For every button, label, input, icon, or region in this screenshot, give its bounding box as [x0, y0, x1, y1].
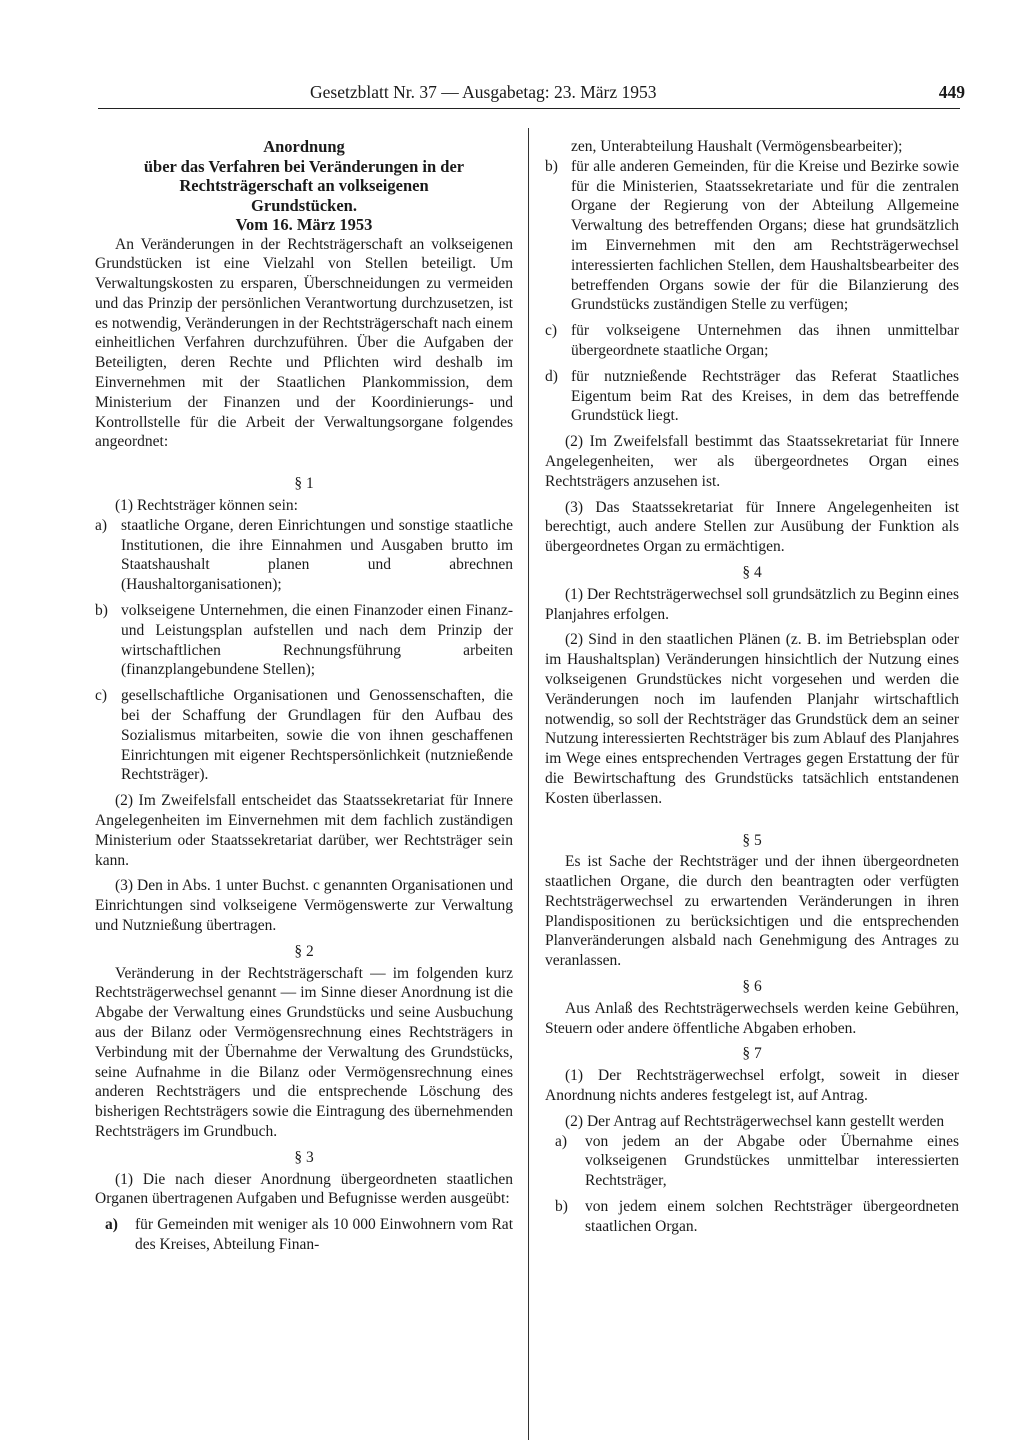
- s6-text: Aus Anlaß des Rechtsträgerwechsels werden keine Gebühren, Steuern oder andere öffentliche Abgaben erhoben.: [545, 999, 959, 1037]
- s2-text: Veränderung in der Rechtsträgerschaft — im folgenden kurz Rechtsträgerwechsel genannt — im Sinne dieser Anordnung ist die Abgabe der Verwaltung eines Grundstücks und seine Ausbuchung aus der Bilanz oder Vermögensrechnung eines Rechtsträgers in Verbindung mit der Übernahme der Verwaltung des Grundstücks, seine Aufnahme in die Bilanz oder Vermögensrechnung eines anderen Rechtsträgers und die entsprechende Löschung des bisherigen Rechtsträgers sowie die Eintragung des übernehmenden Rechtsträgers im Grundbuch.: [95, 964, 513, 1140]
- s1-paragraph-2: (2) Im Zweifelsfall entscheidet das Staatssekretariat für Innere Angelegenheiten im Einvernehmen mit dem fachlich zuständigen Ministerium oder Staatssekretariat darüber, wer Rechtsträger sein kann.: [95, 792, 513, 869]
- section-heading-3: § 3: [294, 1148, 314, 1166]
- item-text: von jedem an der Abgabe oder Übernahme eines volkseigenen Grundstückes unmittelbar interessierten Rechtsträger,: [585, 1132, 959, 1190]
- s3-item-a-continued: [545, 137, 959, 157]
- item-label: b): [545, 157, 558, 175]
- s4-paragraph-1: (1) Der Rechtsträgerwechsel soll grundsätzlich zu Beginn eines Planjahres erfolgen.: [545, 585, 959, 623]
- s1-paragraph-3: (3) Den in Abs. 1 unter Buchst. c genannten Organisationen und Einrichtungen sind volkseigene Vermögenswerte zur Verwaltung und Nutznießung übertragen.: [95, 877, 513, 934]
- column-divider: [528, 128, 529, 1440]
- s3-paragraph-2: (2) Im Zweifelsfall bestimmt das Staatssekretariat für Innere Angelegenheiten, wer als übergeordnetes Organ eines Rechtsträgers anzusehen ist.: [545, 433, 959, 490]
- section-heading-5: § 5: [742, 831, 762, 849]
- s7-item-a: [545, 1132, 959, 1191]
- s7-item-b: [545, 1197, 959, 1237]
- preamble: An Veränderungen in der Rechtsträgerschaft an volkseigenen Grundstücken ist eine Vielzahl von Stellen beteiligt. Um Verwaltungskosten zu ersparen, Überschneidungen zu vermeiden und das Prinzip der persönlichen Verantwortung durchzusetzen, ist es notwendig, Veränderungen in der Rechtsträgerschaft nach einem einheitlichen Verfahren durchzuführen. Über die Aufgaben der Beteiligten, deren Rechte und Pflichten wird deshalb im Einvernehmen mit der Staatlichen Plankommission, dem Ministerium der Finanzen und der Koordinierungs- und Kontrollstelle für die Arbeit der Verwaltungsorgane folgendes angeordnet:: [95, 235, 513, 451]
- title-line: Anordnung: [263, 137, 345, 156]
- item-text: für alle anderen Gemeinden, für die Kreise und Bezirke sowie für die Ministerien, Staatssekretariate und für die zentralen Organe der Regierung von der Abteilung Allgemeine Verwaltung des betreffenden Organs; diese hat grundsätzlich im Einvernehmen mit den am Rechtsträgerwechsel interessierten fachlichen Stellen, dem Haushaltsbearbeiter des betreffenden Organs sowie der für die Bilanzierung des Grundstücks zuständigen Stelle zu verfügen;: [571, 157, 959, 314]
- item-text: für nutznießende Rechtsträger das Referat Staatliches Eigentum beim Rat des Kreises, in dem das betreffende Grundstück liegt.: [571, 367, 959, 425]
- section-heading-4: § 4: [742, 563, 762, 581]
- s1-item-c: [95, 686, 513, 785]
- s3-item-b: [545, 157, 959, 315]
- left-column: [95, 137, 513, 1255]
- s1-item-a: [95, 516, 513, 595]
- item-label: b): [95, 602, 108, 620]
- s1-item-b: [95, 601, 513, 680]
- section-heading-2: § 2: [294, 942, 314, 960]
- section-heading-6: § 6: [742, 978, 762, 996]
- s3-item-d: [545, 367, 959, 426]
- item-label: c): [545, 322, 558, 340]
- s7-paragraph-1: (1) Der Rechtsträgerwechsel erfolgt, soweit in dieser Anordnung nichts anderes festgelegt ist, auf Antrag.: [545, 1067, 959, 1105]
- item-text: gesellschaftliche Organisationen und Genossenschaften, die bei der Schaffung der Grundlagen für den Aufbau des Sozialismus mitarbeiten, sowie die von ihnen geschaffenen Einrichtungen mit eigener Rechtspersönlichkeit (nutznießende Rechtsträger).: [121, 687, 513, 784]
- item-text: volkseigene Unternehmen, die einen Finanzoder einen Finanz- und Leistungsplan aufstellen und nach dem Prinzip der wirtschaftlichen Rechnungsführung arbeiten (finanzplangebundene Stellen);: [121, 602, 513, 679]
- header-rule: [98, 108, 960, 109]
- section-heading-1: § 1: [294, 475, 314, 493]
- item-text: staatliche Organe, deren Einrichtungen und sonstige staatliche Institutionen, die ihre Einnahmen und Ausgaben brutto im Staatshaushalt planen und abrechnen (Haushaltorganisationen);: [121, 516, 513, 594]
- title-line: über das Verfahren bei Veränderungen in der: [143, 156, 465, 176]
- title-line: Rechtsträgerschaft an volkseigenen: [179, 176, 429, 195]
- s1-paragraph-1: (1) Rechtsträger können sein:: [115, 497, 298, 515]
- s3-item-c: [545, 321, 959, 361]
- title-date: Vom 16. März 1953: [235, 215, 373, 234]
- item-text: von jedem einem solchen Rechtsträger übergeordneten staatlichen Organ.: [585, 1198, 959, 1235]
- item-label: a): [555, 1132, 568, 1150]
- s4-paragraph-2: (2) Sind in den staatlichen Plänen (z. B. im Betriebsplan oder im Haushaltsplan) Veränderungen hinsichtlich der Nutzung eines volkseigenen Grundstückes nicht vorgesehen und werden die Veränderungen noch im laufenden Planjahr wirtschaftlich notwendig, so soll der Rechtsträger das Grundstück dem an seiner Nutzung interessierten Rechtsträger bis zum Ablauf des Planjahres im Wege eines entsprechenden Vertrages gegen Erstattung der für die Bewirtschaftung des Grundstücks tatsächlich entstandenen Kosten überlassen.: [545, 631, 959, 807]
- right-column: [545, 137, 959, 1237]
- s3-paragraph-3: (3) Das Staatssekretariat für Innere Angelegenheiten ist berechtigt, auch andere Stellen zur Ausübung der Funktion als übergeordnetes Organ zu ermächtigen.: [545, 498, 959, 556]
- item-label: a): [95, 516, 108, 534]
- gazette-title: Gesetzblatt Nr. 37 — Ausgabetag: 23. März 1953: [310, 82, 657, 102]
- title-line: Grundstücken.: [251, 195, 357, 215]
- s5-text: Es ist Sache der Rechtsträger und der ihnen übergeordneten staatlichen Organe, die durch den beantragten oder verfügten Rechtsträgerwechsel zu erwartenden Veränderungen in ihren Plandispositionen zu berücksichtigen und die entsprechenden Planveränderungen alsbald nach Genehmigung des Antrages zu veranlassen.: [545, 853, 959, 970]
- s3-item-a: [95, 1215, 513, 1255]
- section-heading-7: § 7: [742, 1045, 762, 1063]
- item-text: für Gemeinden mit weniger als 10 000 Einwohnern vom Rat des Kreises, Abteilung Finan-: [135, 1216, 513, 1253]
- item-label: b): [555, 1198, 568, 1216]
- s3-paragraph-1: (1) Die nach dieser Anordnung übergeordneten staatlichen Organen übertragenen Aufgaben und Befugnisse werden ausgeübt:: [95, 1170, 513, 1208]
- s7-paragraph-2: (2) Der Antrag auf Rechtsträgerwechsel kann gestellt werden: [565, 1112, 945, 1130]
- item-text: für volkseigene Unternehmen das ihnen unmittelbar übergeordnete staatliche Organ;: [571, 322, 959, 359]
- item-label: a): [105, 1216, 118, 1234]
- item-label: d): [545, 367, 558, 385]
- page-number: 449: [938, 82, 965, 102]
- document-title: [95, 137, 513, 235]
- item-text: zen, Unterabteilung Haushalt (Vermögensbearbeiter);: [571, 138, 903, 155]
- item-label: c): [95, 687, 108, 705]
